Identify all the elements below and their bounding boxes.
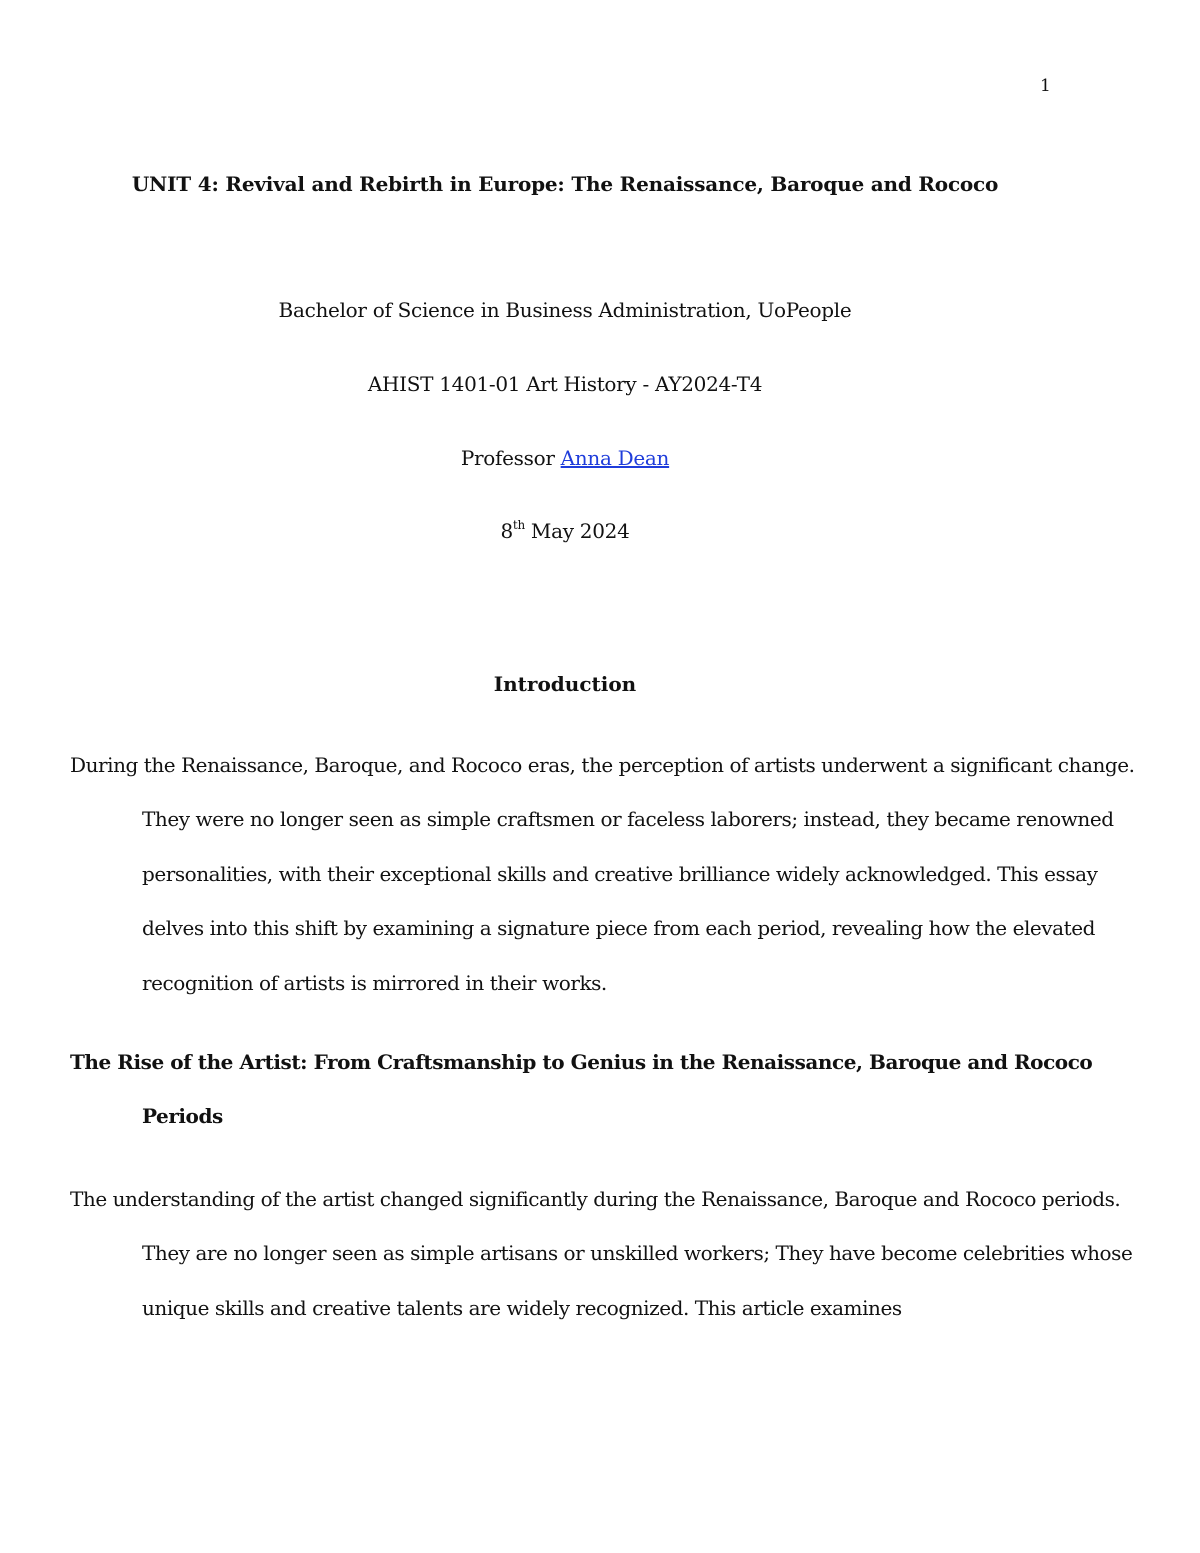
date-rest: May 2024 (524, 519, 630, 543)
submission-date (0, 519, 1130, 543)
section-paragraph: The understanding of the artist changed significantly during the Renaissance, Baroque and Rococo periods. They are no longer seen as simple artisans or unskilled workers; They have become celebrities whose unique skills and creative talents are widely recognized. This article examines (70, 1187, 1133, 1320)
professor-line (0, 446, 1130, 470)
section-heading: The Rise of the Artist: From Craftsmanship to Genius in the Renaissance, Baroque and Rococo Periods (70, 1050, 1093, 1129)
course-name: AHIST 1401-01 Art History - AY2024-T4 (367, 372, 763, 396)
date-day: 8 (500, 519, 513, 543)
date-suffix: th (512, 518, 525, 532)
introduction-heading: Introduction (493, 672, 637, 696)
document-title: UNIT 4: Revival and Rebirth in Europe: The Renaissance, Baroque and Rococo (131, 172, 999, 196)
introduction-paragraph: During the Renaissance, Baroque, and Rococo eras, the perception of artists underwent a significant change. They were no longer seen as simple craftsmen or faceless laborers; instead, they became renowned personalities, with their exceptional skills and creative brilliance widely acknowledged. This essay delves into this shift by examining a signature piece from each period, revealing how the elevated recognition of artists is mirrored in their works. (70, 753, 1135, 995)
professor-name-link[interactable]: Anna Dean (560, 446, 670, 470)
author-affiliation: Bachelor of Science in Business Administration, UoPeople (278, 298, 852, 322)
professor-prefix: Professor (460, 446, 561, 470)
page-number: 1 (1040, 76, 1051, 96)
